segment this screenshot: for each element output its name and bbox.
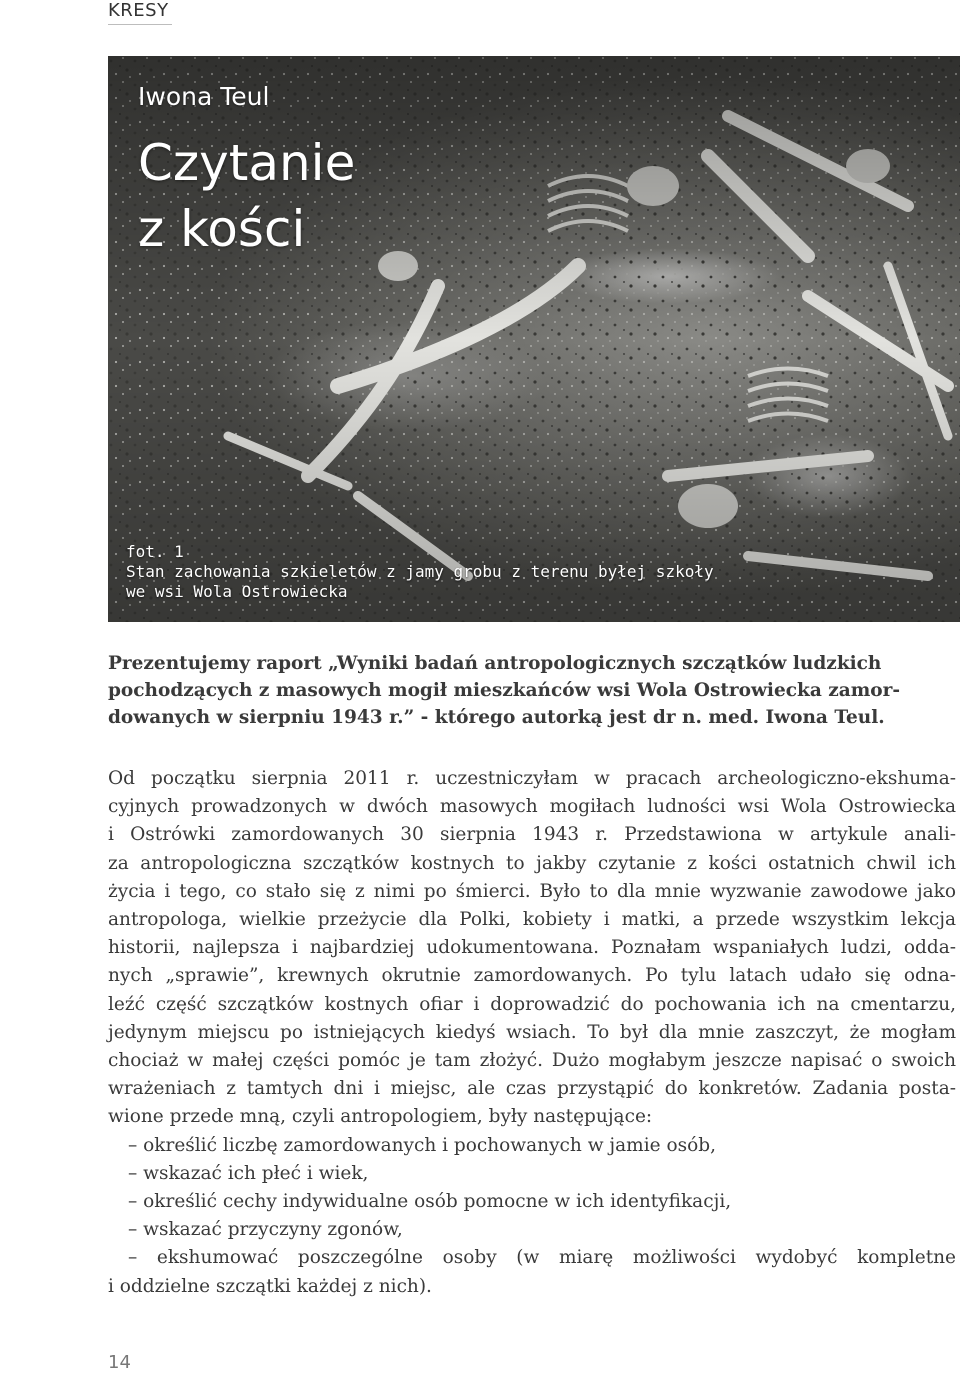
- task-list-item: – wskazać ich płeć i wiek,: [128, 1162, 369, 1184]
- lead-line: dowanych w sierpniu 1943 r.” - którego autorką jest dr n. med. Iwona Teul.: [108, 707, 885, 728]
- body-line: wrażeniach z tamtych dni i miejsc, ale czas przystąpić do konkretów. Zadania posta-: [108, 1078, 956, 1100]
- body-line: chociaż w małej części pomóc je tam złożyć. Dużo mogłabym jeszcze napisać o swoich: [108, 1050, 956, 1072]
- author-name: Iwona Teul: [138, 82, 270, 111]
- task-list-item: – wskazać przyczyny zgonów,: [128, 1219, 403, 1241]
- body-line: cyjnych prowadzonych w dwóch masowych mogiłach ludności wsi Wola Ostrowiecka: [108, 796, 956, 818]
- body-line: i Ostrówki zamordowanych 30 sierpnia 1943 r. Przedstawiona w artykule anali-: [108, 824, 956, 846]
- task-list-item: – określić liczbę zamordowanych i pochowanych w jamie osób,: [128, 1134, 716, 1156]
- caption-line: Stan zachowania szkieletów z jamy grobu z terenu byłej szkoły: [126, 562, 714, 581]
- section-tag: KRESY: [108, 0, 172, 25]
- lead-line: pochodzących z masowych mogił mieszkańców wsi Wola Ostrowiecka zamor-: [108, 680, 901, 701]
- body-line: leźć część szczątków kostnych ofiar i doprowadzić do pochowania ich na cmentarzu,: [108, 993, 956, 1015]
- lead-paragraph: [108, 650, 956, 731]
- body-line: antropologa, wielkie przeżycie dla Polki, kobiety i matki, a przede wszystkim lekcja: [108, 909, 956, 931]
- photo-caption: [126, 542, 846, 602]
- title-line: Czytanie: [138, 134, 356, 192]
- body-line: jedynym miejscu po istniejących kiedyś wsiach. To był dla mnie zaszczyt, że mogłam: [108, 1021, 956, 1043]
- page-number: 14: [108, 1352, 131, 1373]
- caption-line: we wsi Wola Ostrowiecka: [126, 582, 348, 601]
- title-line: z kości: [138, 200, 306, 258]
- task-list-item: – ekshumować poszczególne osoby (w miarę możliwości wydobyć kompletne: [128, 1247, 956, 1269]
- body-line: i oddzielne szczątki każdej z nich).: [108, 1275, 432, 1297]
- article-title: [138, 130, 468, 262]
- body-line: nych „sprawie”, krewnych okrutnie zamordowanych. Po tylu latach udało się odna-: [108, 965, 956, 987]
- article-photo: [108, 56, 960, 622]
- body-line: Od początku sierpnia 2011 r. uczestniczyłam w pracach archeologiczno-ekshuma-: [108, 768, 956, 789]
- caption-line: fot. 1: [126, 542, 184, 561]
- body-text: [108, 765, 956, 1301]
- body-line: za antropologiczna szczątków kostnych to jakby czytanie z kości ostatnich chwil ich: [108, 852, 956, 874]
- body-line: historii, najlepsza i najbardziej udokumentowana. Poznałam wspaniałych ludzi, odda-: [108, 937, 956, 959]
- body-line: życia i tego, co stało się z nimi po śmierci. Było to dla mnie wyzwanie zawodowe jako: [108, 880, 956, 902]
- task-list-item: – określić cechy indywidualne osób pomocne w ich identyfikacji,: [128, 1191, 732, 1213]
- lead-line: Prezentujemy raport „Wyniki badań antropologicznych szczątków ludzkich: [108, 653, 882, 674]
- body-line: wione przede mną, czyli antropologiem, były następujące:: [108, 1106, 653, 1128]
